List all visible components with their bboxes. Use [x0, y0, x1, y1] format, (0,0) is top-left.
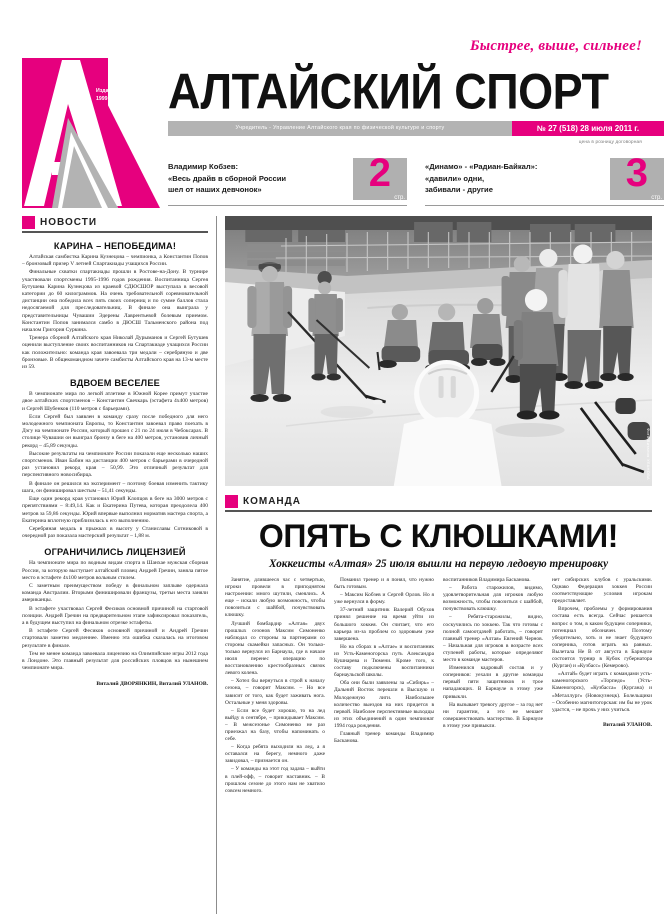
column-divider	[216, 216, 217, 914]
news-article-3-p3: В эстафете участвовал Сергей Фесиков основной причиной на стартовой позиции. Андрей Гречин на предварительном этапе зафиксировал показатель, а в будущем выступил на финальном отрезке эстафеты.	[22, 605, 208, 626]
main-c4-p3: «Алтай» будет играть с командами усть-каменогорского «Торпедо» (Усть-Каменогорск), «Кузбасса» (Кургана) и «Металлург» (Новокузнецк). Болельщики – Особенно магнитогорская: им бы не урок удастся, – не прочь у них учиться.	[552, 671, 652, 713]
main-text-column-4	[552, 577, 652, 914]
main-c2-p6: Главный тренер команды Владимир Басканова.	[334, 730, 434, 745]
news-article-3	[22, 547, 208, 687]
main-photo	[225, 216, 652, 486]
news-article-1-p1: Алтайская самбистка Карина Кузнецова – чемпионка, а Константин Попов – бронзовый призер V летней Спартакиады учащихся России.	[22, 254, 208, 268]
teaser-left[interactable]	[168, 151, 407, 206]
main-c2-p5: Оба они были заявлены за «Сибирь» – Дальний Восток перешли в Высшую и Молодежную лиги. Наибольшее количество выездов на них придется в первой. Наиболее перспективные выходцы из этих объединений в один чемпионат 1994 года рождения.	[334, 680, 434, 729]
news-column-byline: Виталий ДВОРЯНКИН, Виталий УЛАНОВ.	[96, 681, 208, 688]
teaser-left-line-1: Владимир Кобзев:	[168, 162, 239, 171]
main-c4-p2: Впрочем, проблемы у формирования состава есть всегда. Сейчас решается вопрос о том, в каком будущем соперники, потенциал обозначен. Поэтому убедительно, хоть и не знает будущего соперника, готов играть на равных. Вылетала Не В от августа в Барнауле состоится турнир в Кубок губернатора (Курган) и «Кузбасс» (Кемерово).	[552, 606, 652, 670]
news-article-1-p2: Финальные схватки спартакиады прошли в Ростове-на-Дону. В турнире участвовали спортсмены 1995-1996 годов рождения. Воспитанница Сергея Бутушева Карина Кузнецова из краевой СДЮСШОР выступала в весовой категории до 60 килограммов. На очень требовательной соревновательной дистанции она победила всех пять своих соперниц и по сумме баллов стала недосягаемой для преследовательниц. В финале она выиграла у представительницы Чувашии Эдерены Лаврентьевой болевым приемом. Константин Попов занимался самбо в ДЮСШ Тальменского района под началом Григория Суркина.	[22, 269, 208, 334]
teaser-left-line-3: шел от наших девчонок»	[168, 185, 262, 194]
main-c1-p3: – Хотел бы вернуться в строй к началу сезона, – говорит Максим. – Но все зависит от того, как будет заживать нога. Остальные у меня здоровы.	[225, 678, 325, 706]
main-c1-p4: – Если все будет хорошо, то на лед выйду в сентябре, – прикидывает Максим. – В межсезонье Симоненко не раз приезжал на базу, чтобы напоминать о себе.	[225, 707, 325, 743]
main-section-tag	[225, 495, 652, 512]
news-article-2-p2: Если Сергей был заявлен в команду сразу после победного для него молодежного чемпионата Европы, то Константин завоевал право поехать в Дэгу на чемпионате России, который прошел с 21 по 24 июля в Чебоксарах. В столице Чувашии он выиграл бронзу в беге на 400 метров, установив личный рекорд – 45,89 секунды.	[22, 413, 208, 449]
teaser-row	[168, 151, 664, 206]
news-column	[22, 216, 208, 914]
main-c2-p2: – Максим Кобзев и Сергей Орлов. Но я уже вернулся в форму.	[334, 592, 434, 606]
news-article-3-headline: ОГРАНИЧИЛИСЬ ЛИЦЕНЗИЕЙ	[44, 547, 186, 558]
main-section-label: КОМАНДА	[243, 496, 302, 507]
page-content	[22, 216, 652, 914]
news-article-2-p4: В финале он решился на эксперимент – поэтому боевая изменить тактику шага, он финишировал шестым – 51,41 секунды.	[22, 480, 208, 494]
teaser-right-line-2: «давили» одни,	[425, 173, 485, 183]
news-article-2-p6: Серебряная медаль в прыжках в высоту у Станиславы Сотниковой в очередной раз показала мастерский результат – 1,88 м.	[22, 525, 208, 540]
main-c3-p1: воспитанников Владимира Басканова.	[443, 577, 531, 583]
teaser-right-text	[425, 158, 606, 196]
teaser-left-text	[168, 158, 349, 196]
main-c3-p2: – Работа старожилов, видимо, удовлетворительная для игроков любую возможность, чтобы повозиться с шайбой, почувствовать клюшку.	[443, 585, 543, 613]
page-title: АЛТАЙСКИЙ СПОРТ	[168, 62, 609, 120]
news-article-2-p3: Высокие результаты на чемпионате России показали еще несколько наших спортсменов. Иван Бабин на дистанции 400 метров с барьерами в очередной раз установил рекорд края – 50,99. Это отличный результат для перспективного новосибирца.	[22, 450, 208, 479]
news-article-3-p5: Тем не менее команда завоевала лицензию на Олимпийские игры 2012 года в Лондоне. Это главный результат для российских пловцов на нынешнем чемпионате мира.	[22, 650, 208, 672]
news-article-3-p1: На чемпионате мира по водным видам спорта в Шанхае мужская сборная России, за которую выступает алтайский пловец Андрей Гречин, заняла пятое место в эстафете 4х100 метров вольным стилем.	[22, 560, 208, 581]
teaser-right-line-1: «Динамо» - «Радиан-Байкал»:	[425, 162, 538, 171]
teaser-right-line-3: забивали - другие	[425, 185, 493, 194]
main-text-column-3	[443, 577, 543, 914]
main-c1-p5: – Когда ребята выходили на лед, а я оставался на берегу, немного даже завидовал, – признается он.	[225, 744, 325, 765]
teaser-left-page-number: 2	[368, 151, 391, 195]
news-article-2-headline: ВДВОЕМ ВЕСЕЛЕЕ	[70, 378, 160, 389]
main-c3-p5: На вызывает тревогу другое – за год нет ни гарантии, а это не мешает совершенствовать мастерство. В Барнауле в этому уже привыкли.	[443, 701, 543, 729]
founder-bar	[168, 121, 664, 136]
main-text-column-1	[225, 577, 325, 914]
main-c3-p4: Изменился кадровый состав и у соперников: уехали в другие команды первый пяти защитников и трое нападающих. В Барнауле в этому уже привыкли.	[443, 665, 543, 700]
main-story	[225, 216, 652, 914]
logo-founded-note: Издается с 3 декабря 1999 г.	[96, 88, 151, 102]
news-article-2	[22, 378, 208, 540]
main-c3-p3: – Ребята-старожилы, видно, соскучились по хоккею. Так что готовы с полной самоотдачей работать, – говорит главный тренер «Алтая» Евгений Чернов. – Начальная для игроков в возрасте всех ступеней работы, которые определяют место в команде мастеров.	[443, 614, 543, 664]
news-section-label: НОВОСТИ	[40, 217, 98, 228]
main-c2-p4: Но на сборах в «Алтае» и воспитанник из Усть-Каменогорска путь Александра Кушнарева и Тюмени. Кроме того, к составу подключены воспитанники барнаульской школы.	[334, 643, 434, 679]
main-c1-p1: Занятие, длившееся час с четвертью, игроки провели в приподнятом настроении: много шутили, смеялись. А еще – искали любую возможность, чтобы повозиться с шайбой, почувствовать клюшку.	[225, 577, 325, 619]
main-headline: ОПЯТЬ С КЛЮШКАМИ!	[258, 518, 619, 554]
news-article-3-p2: С заметным преимуществом победу в финальном заплыве одержала команда Австралии. Вторыми финишировали французы, третьи места заняли американцы.	[22, 582, 208, 604]
pink-square-icon	[225, 495, 238, 508]
main-c2-p3: 37-летний защитник Валерий Обухов принял решение на время уйти из большого хоккея. Он считает, что его карьера из-за проблем со здоровьем уже завершена.	[334, 607, 434, 642]
issue-line: № 27 (518) 28 июля 2011 г.	[512, 121, 664, 136]
pink-square-icon	[22, 216, 35, 229]
main-c2-p1: Поманил тренер и я понял, что нужно быть готовым.	[334, 577, 434, 591]
main-c1-p2: Лучший бомбардир «Алтая» двух прошлых сезонов Максим Симоненко наблюдал со стороны за партнерами со стороны скамейки запасных. Он только-только вернулся из Барнаула, где в начале июля перенес операцию по восстановлению крестообразных связок левого колена.	[225, 620, 325, 677]
teaser-left-line-2: «Весь драйв в сборной России	[168, 173, 287, 183]
teaser-right-page-word: стр.	[651, 195, 662, 201]
news-article-1-headline: КАРИНА – НЕПОБЕДИМА!	[53, 241, 177, 251]
news-article-1-p3: Тренера сборной Алтайского края Николай Дурыманов и Сергей Бутушев оценили выступление своих воспитанников на Спартакиаде учащихся России как положительно: команда края завоевала три медали – серебряную и две бронзовые. В общекомандном зачете самбисты Алтайского края на 13-м месте из 59.	[22, 335, 208, 371]
news-article-2-p5: Еще один рекорд края установил Юрий Клопцов в беге на 3000 метров с препятствиями – 8:49,14. Как и Екатерина Путева, которая преодолела 400 метров за 59,86 секунды. Юрий впервые выполнил норматив мастера спорта, а Екатерина вплотную приблизилась к его выполнению.	[22, 496, 208, 524]
news-article-1	[22, 241, 208, 371]
teaser-right-page-number: 3	[625, 151, 648, 195]
teaser-left-page-word: стр.	[394, 195, 405, 201]
main-c4-p1: нет сибирских клубов с уральскими. Однако Федерация хоккея России соответствующие условия игрокам предоставляет.	[552, 577, 652, 605]
main-text-columns	[225, 577, 652, 914]
masthead	[0, 0, 664, 212]
news-article-2-p1: В чемпионате мира по легкой атлетике в Южной Корее примут участие двое алтайских спортсменов – Константин Свечкарь (эстафета 4х400 метров) и Сергей Шубенков (110 метров с барьерами).	[22, 391, 208, 412]
main-c1-p6: – У команды на этот год задача – выйти в плей-офф, – говорит наставник. – В прошлом сезоне до этого нам не хватило совсем немного.	[225, 766, 325, 794]
main-subheadline: Хоккеисты «Алтая» 25 июля вышли на первую ледовую тренировку	[268, 558, 609, 570]
price-note: цена в розницу договорная	[578, 139, 642, 144]
main-text-column-2	[334, 577, 434, 914]
founder-line: Учредитель - Управление Алтайского края по физической культуре и спорту	[168, 121, 512, 136]
news-section-tag	[22, 216, 208, 233]
teaser-right[interactable]	[425, 151, 664, 206]
news-article-3-p4: В эстафете Сергей Фесиков основной причиной и Андрей Гречин стартовали заметно медленнее. Именно эта ошибка сказалась на итоговом результате в финале.	[22, 628, 208, 649]
logo-mark	[22, 58, 160, 208]
photo-credit: Фото Виталия УЛАНОВА	[646, 428, 651, 480]
masthead-slogan: Быстрее, выше, сильнее!	[470, 38, 642, 54]
main-story-byline: Виталий УЛАНОВ.	[602, 721, 652, 728]
